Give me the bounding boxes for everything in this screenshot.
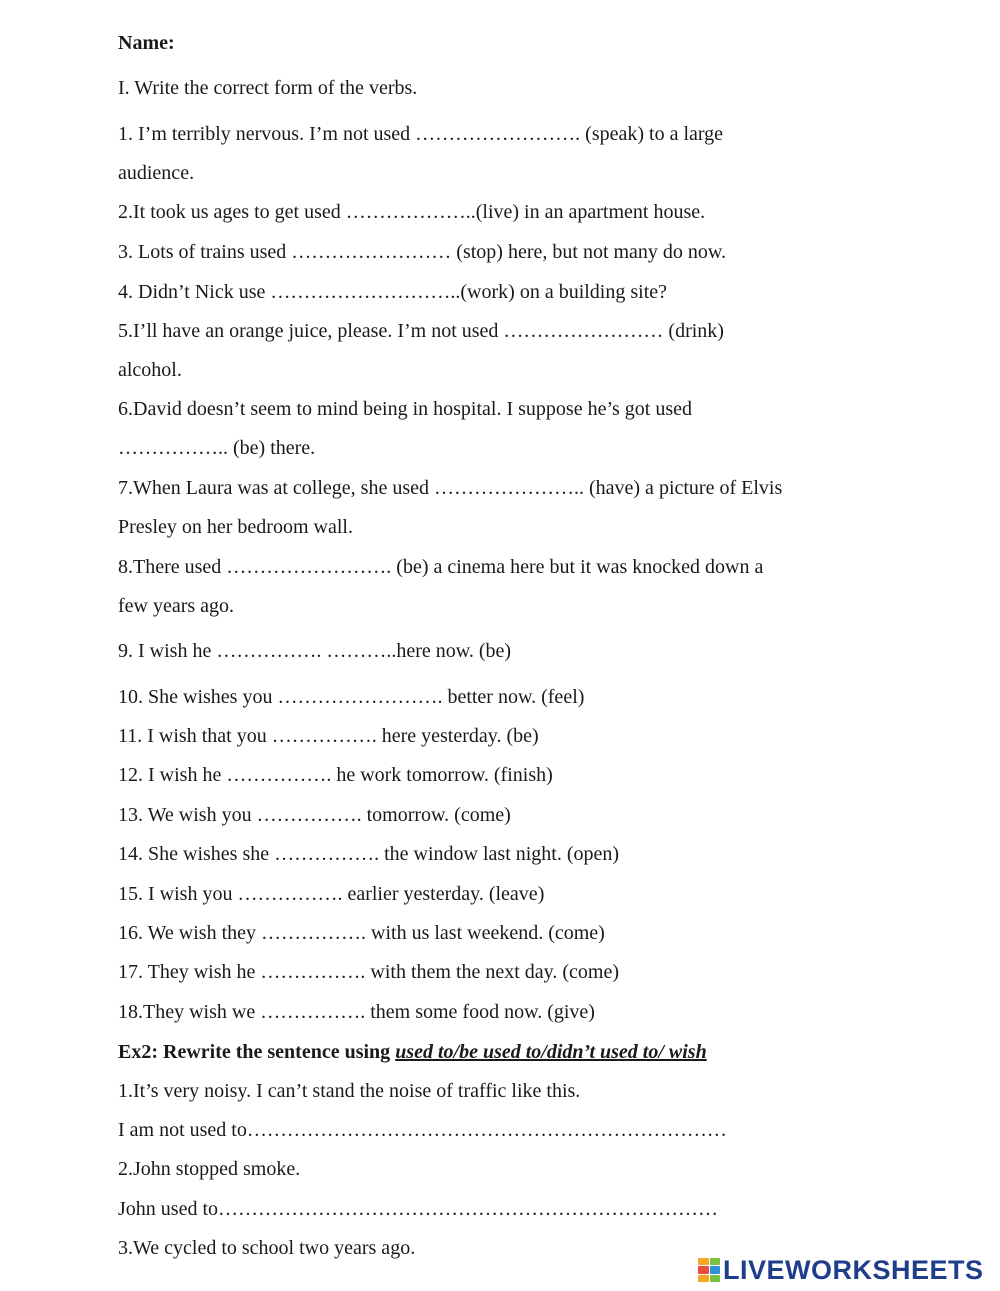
exercise-line: 10. She wishes you ……………………. better now. (feel) bbox=[118, 686, 585, 708]
exercise-line: 11. I wish that you ……………. here yesterday. (be) bbox=[118, 725, 539, 747]
exercise-line: 17. They wish he ……………. with them the next day. (come) bbox=[118, 961, 620, 983]
exercise-line: I am not used to……………………………………………………………… bbox=[118, 1119, 727, 1141]
logo-block bbox=[710, 1258, 721, 1265]
exercise-line: John used to………………………………………………………………… bbox=[118, 1198, 718, 1220]
exercise-line: 9. I wish he ……………. ………..here now. (be) bbox=[118, 640, 512, 662]
logo-block bbox=[698, 1266, 709, 1273]
exercise-line: 4. Didn’t Nick use ………………………..(work) on a building site? bbox=[118, 281, 668, 303]
exercise-line: 12. I wish he ……………. he work tomorrow. (finish) bbox=[118, 764, 553, 786]
exercise-line: 13. We wish you ……………. tomorrow. (come) bbox=[118, 804, 511, 826]
exercise-line: 5.I’ll have an orange juice, please. I’m not used …………………… (drink) bbox=[118, 320, 724, 342]
section2-heading-emphasis: used to/be used to/didn’t used to/ wish bbox=[395, 1041, 707, 1063]
section1-heading: I. Write the correct form of the verbs. bbox=[118, 77, 418, 99]
exercise-line: 16. We wish they ……………. with us last weekend. (come) bbox=[118, 922, 605, 944]
name-label: Name: bbox=[118, 32, 175, 54]
exercise-line: few years ago. bbox=[118, 595, 235, 617]
logo-block bbox=[710, 1266, 721, 1273]
logo-text: LIVEWORKSHEETS bbox=[723, 1254, 984, 1285]
exercise-line: 1. I’m terribly nervous. I’m not used ……………………. (speak) to a large bbox=[118, 123, 724, 145]
liveworksheets-logo bbox=[698, 1255, 984, 1285]
exercise-line: 3.We cycled to school two years ago. bbox=[118, 1237, 416, 1259]
exercise-line: 3. Lots of trains used …………………… (stop) here, but not many do now. bbox=[118, 241, 727, 263]
exercise-line: 2.John stopped smoke. bbox=[118, 1158, 301, 1180]
exercise-line: alcohol. bbox=[118, 359, 182, 381]
exercise-line: audience. bbox=[118, 162, 195, 184]
exercise-line: 1.It’s very noisy. I can’t stand the noise of traffic like this. bbox=[118, 1080, 581, 1102]
exercise-line: Presley on her bedroom wall. bbox=[118, 516, 353, 538]
section2-heading bbox=[118, 1040, 707, 1064]
exercise-line: 6.David doesn’t seem to mind being in hospital. I suppose he’s got used bbox=[118, 398, 693, 420]
liveworksheets-logo-icon bbox=[698, 1258, 720, 1282]
logo-block bbox=[698, 1275, 709, 1282]
exercise-line: 7.When Laura was at college, she used ………………….. (have) a picture of Elvis bbox=[118, 477, 783, 499]
exercise-line: 18.They wish we ……………. them some food now. (give) bbox=[118, 1001, 595, 1023]
exercise-line: …………….. (be) there. bbox=[118, 437, 316, 459]
logo-block bbox=[710, 1275, 721, 1282]
exercise-line: 8.There used ……………………. (be) a cinema here but it was knocked down a bbox=[118, 556, 764, 578]
exercise-line: 14. She wishes she ……………. the window last night. (open) bbox=[118, 843, 620, 865]
exercise-line: 2.It took us ages to get used ………………..(live) in an apartment house. bbox=[118, 201, 706, 223]
logo-block bbox=[698, 1258, 709, 1265]
exercise-line: 15. I wish you ……………. earlier yesterday. (leave) bbox=[118, 883, 545, 905]
section2-heading-prefix: Ex2: Rewrite the sentence using bbox=[118, 1041, 396, 1063]
